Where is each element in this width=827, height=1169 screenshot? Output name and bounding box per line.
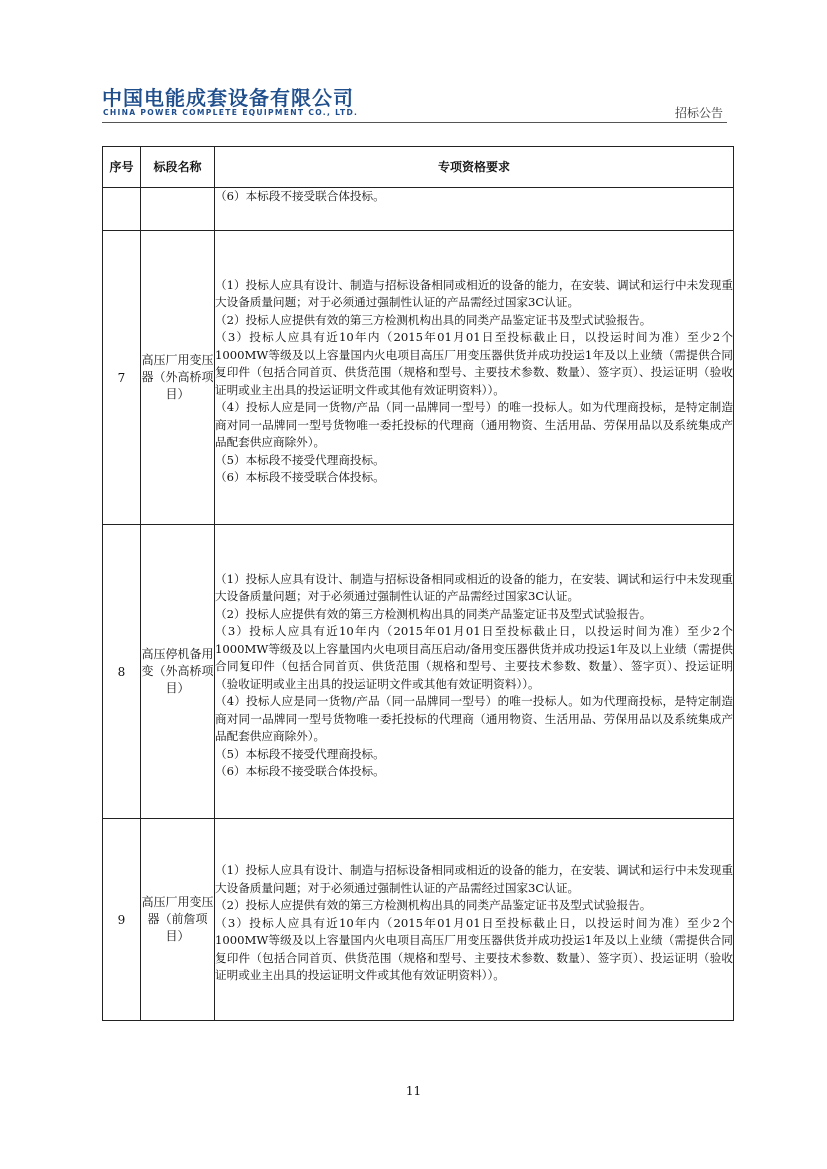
row-seq: 9 (103, 819, 141, 1021)
row-requirements (215, 819, 734, 1021)
requirement-item: （5）本标段不接受代理商投标。 (215, 746, 385, 761)
header-seq: 序号 (103, 147, 141, 188)
requirement-item: （2）投标人应提供有效的第三方检测机构出具的同类产品鉴定证书及型式试验报告。 (215, 312, 652, 327)
row-requirements (215, 525, 734, 819)
row-section-name (141, 188, 215, 231)
table-row (103, 525, 734, 819)
qualification-table (102, 146, 734, 1021)
row-requirements (215, 188, 734, 231)
table-row (103, 231, 734, 525)
table-row (103, 188, 734, 231)
row-seq: 8 (103, 525, 141, 819)
row-section-name: 高压厂用变压器（外高桥项目） (141, 231, 215, 525)
row-requirements (215, 231, 734, 525)
table-row (103, 819, 734, 1021)
requirement-item: （1）投标人应具有设计、制造与招标设备相同或相近的设备的能力，在安装、调试和运行中未发现重大设备质量问题；对于必须通过强制性认证的产品需经过国家3C认证。 (215, 277, 733, 309)
requirement-item: （6）本标段不接受联合体投标。 (215, 764, 385, 778)
requirement-item: （3）投标人应具有近10年内（2015年01月01日至投标截止日，以投运时间为准）至少2个1000MW等级及以上容量国内火电项目高压启动/备用变压器供货并成功投运1年及以上业绩（需提供合同复印件（包括合同首页、供货范围（规格和型号、主要技术参数、数量）、签字页）、投运证明（验收证明或业主出具的投运证明文件或其他有效证明资料））。 (215, 624, 733, 691)
row-section-name: 高压厂用变压器（前詹项目） (141, 819, 215, 1021)
document-type: 招标公告 (674, 106, 723, 120)
requirement-item: （4）投标人应是同一货物/产品（同一品牌同一型号）的唯一投标人。如为代理商投标，是特定制造商对同一品牌同一型号货物唯一委托投标的代理商（通用物资、生活用品、劳保用品以及系统集成产品配套供应商除外）。 (215, 400, 733, 449)
header-requirements: 专项资格要求 (215, 147, 734, 188)
requirement-item: （5）本标段不接受代理商投标。 (215, 452, 385, 467)
row-section-name: 高压停机备用变（外高桥项目） (141, 525, 215, 819)
row-seq: 7 (103, 231, 141, 525)
page-number: 11 (405, 1084, 422, 1098)
requirement-item: （2）投标人应提供有效的第三方检测机构出具的同类产品鉴定证书及型式试验报告。 (215, 898, 652, 913)
requirement-item: （6）本标段不接受联合体投标。 (215, 189, 385, 203)
page-header (102, 82, 727, 122)
requirement-item: （4）投标人应是同一货物/产品（同一品牌同一型号）的唯一投标人。如为代理商投标，是特定制造商对同一品牌同一型号货物唯一委托投标的代理商（通用物资、生活用品、劳保用品以及系统集成产品配套供应商除外）。 (215, 694, 733, 743)
company-logo-cn: 中国电能成套设备有限公司 (102, 86, 354, 110)
requirement-item: （1）投标人应具有设计、制造与招标设备相同或相近的设备的能力，在安装、调试和运行中未发现重大设备质量问题；对于必须通过强制性认证的产品需经过国家3C认证。 (215, 571, 733, 603)
requirement-item: （6）本标段不接受联合体投标。 (215, 470, 385, 484)
header-divider (102, 122, 727, 123)
requirement-item: （2）投标人应提供有效的第三方检测机构出具的同类产品鉴定证书及型式试验报告。 (215, 606, 652, 621)
table-header-row (103, 147, 734, 188)
company-logo-en: CHINA POWER COMPLETE EQUIPMENT CO., LTD. (103, 108, 359, 117)
requirement-item: （3）投标人应具有近10年内（2015年01月01日至投标截止日，以投运时间为准）至少2个1000MW等级及以上容量国内火电项目高压厂用变压器供货并成功投运1年及以上业绩（需提供合同复印件（包括合同首页、供货范围（规格和型号、主要技术参数、数量）、签字页）、投运证明（验收证明或业主出具的投运证明文件或其他有效证明资料））。 (215, 915, 733, 983)
header-section-name: 标段名称 (141, 147, 215, 188)
row-seq (103, 188, 141, 231)
requirement-item: （1）投标人应具有设计、制造与招标设备相同或相近的设备的能力，在安装、调试和运行中未发现重大设备质量问题；对于必须通过强制性认证的产品需经过国家3C认证。 (215, 863, 733, 895)
table-body (103, 188, 734, 1021)
requirement-item: （3）投标人应具有近10年内（2015年01月01日至投标截止日，以投运时间为准）至少2个1000MW等级及以上容量国内火电项目高压厂用变压器供货并成功投运1年及以上业绩（需提供合同复印件（包括合同首页、供货范围（规格和型号、主要技术参数、数量）、签字页）、投运证明（验收证明或业主出具的投运证明文件或其他有效证明资料））。 (215, 330, 733, 397)
